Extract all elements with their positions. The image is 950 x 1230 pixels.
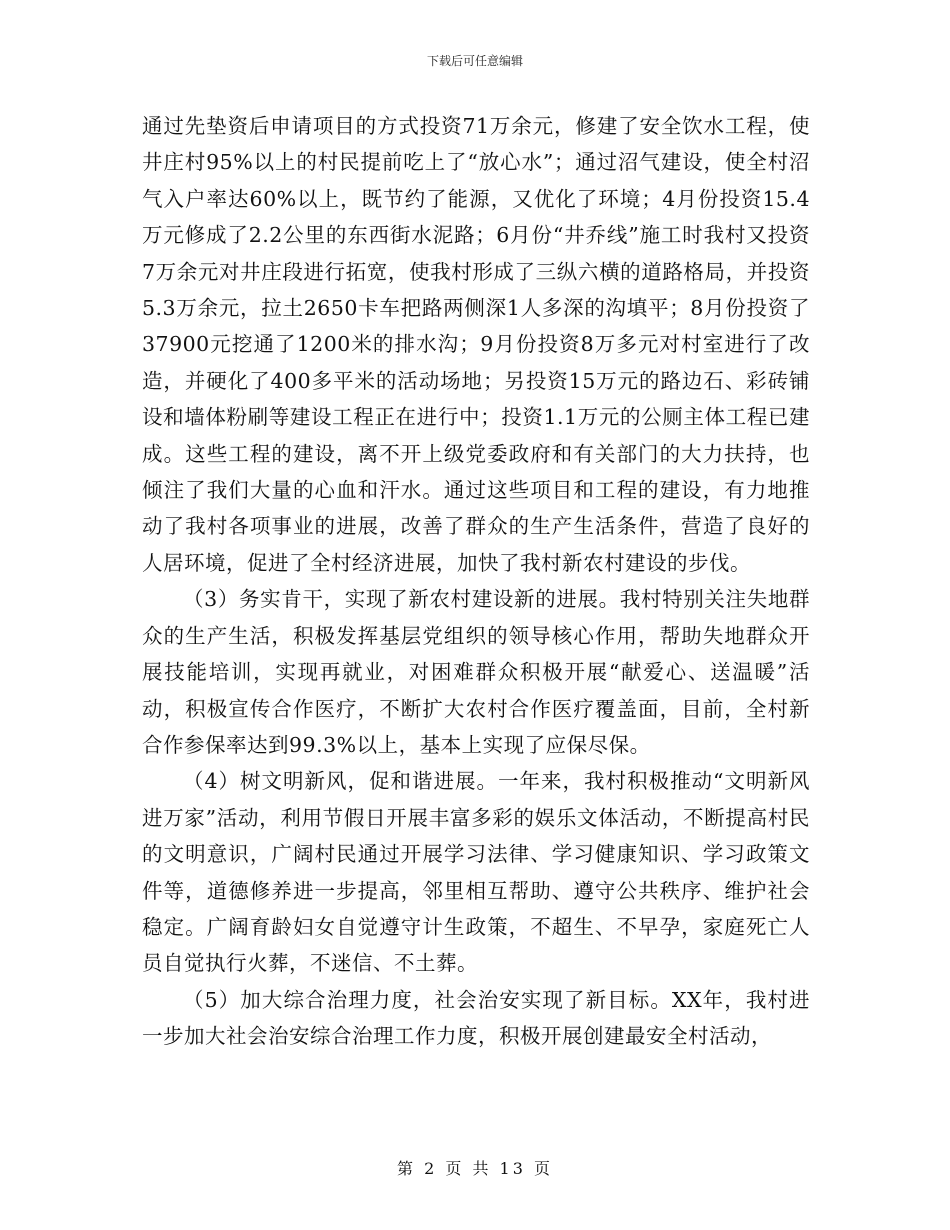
footer-prefix: 第 [396, 1159, 416, 1178]
footer-page-number: 2 [424, 1159, 438, 1178]
paragraph-item-4: （4）树文明新风，促和谐进展。一年来，我村积极推动“文明新风进万家”活动，利用节假日开展丰富多彩的娱乐文体活动，不断提高村民的文明意识，广阔村民通过开展学习法律、学习健康知识、学习政策文件等，道德修养进一步提高，邻里相互帮助、遵守公共秩序、维护社会稳定。广阔育龄妇女自觉遵守计生政策，不超生、不早孕，家庭死亡人员自觉执行火葬，不迷信、不土葬。 [142, 769, 810, 976]
paragraph-item-5: （5）加大综合治理力度，社会治安实现了新目标。XX年，我村进一步加大社会治安综合治理工作力度，积极开展创建最安全村活动， [142, 987, 810, 1049]
footer-total-pages: 13 [499, 1159, 526, 1178]
page-footer [0, 1156, 950, 1179]
footer-middle: 页 共 [445, 1159, 492, 1178]
document-body [142, 108, 810, 1055]
footer-suffix: 页 [534, 1159, 554, 1178]
page-header: 下载后可任意编辑 [426, 54, 523, 68]
paragraph-item-3: （3）务实肯干，实现了新农村建设新的进展。我村特别关注失地群众的生产生活，积极发挥基层党组织的领导核心作用，帮助失地群众开展技能培训，实现再就业，对困难群众积极开展“献爱心、送温暖”活动，积极宣传合作医疗，不断扩大农村合作医疗覆盖面，目前，全村新合作参保率达到99.3%以上，基本上实现了应保尽保。 [142, 587, 810, 757]
paragraph-continuation: 通过先垫资后申请项目的方式投资71万余元，修建了安全饮水工程，使井庄村95%以上的村民提前吃上了“放心水”；通过沼气建设，使全村沼气入户率达60%以上，既节约了能源，又优化了环境；4月份投资15.4万元修成了2.2公里的东西街水泥路；6月份“井乔线”施工时我村又投资7万余元对井庄段进行拓宽，使我村形成了三纵六横的道路格局，并投资5.3万余元，拉土2650卡车把路两侧深1人多深的沟填平；8月份投资了37900元挖通了1200米的排水沟；9月份投资8万多元对村室进行了改造，并硬化了400多平米的活动场地；另投资15万元的路边石、彩砖铺设和墙体粉刷等建设工程正在进行中；投资1.1万元的公厕主体工程已建成。这些工程的建设，离不开上级党委政府和有关部门的大力扶持，也倾注了我们大量的心血和汗水。通过这些项目和工程的建设，有力地推动了我村各项事业的进展，改善了群众的生产生活条件，营造了良好的人居环境，促进了全村经济进展，加快了我村新农村建设的步伐。 [142, 114, 810, 575]
